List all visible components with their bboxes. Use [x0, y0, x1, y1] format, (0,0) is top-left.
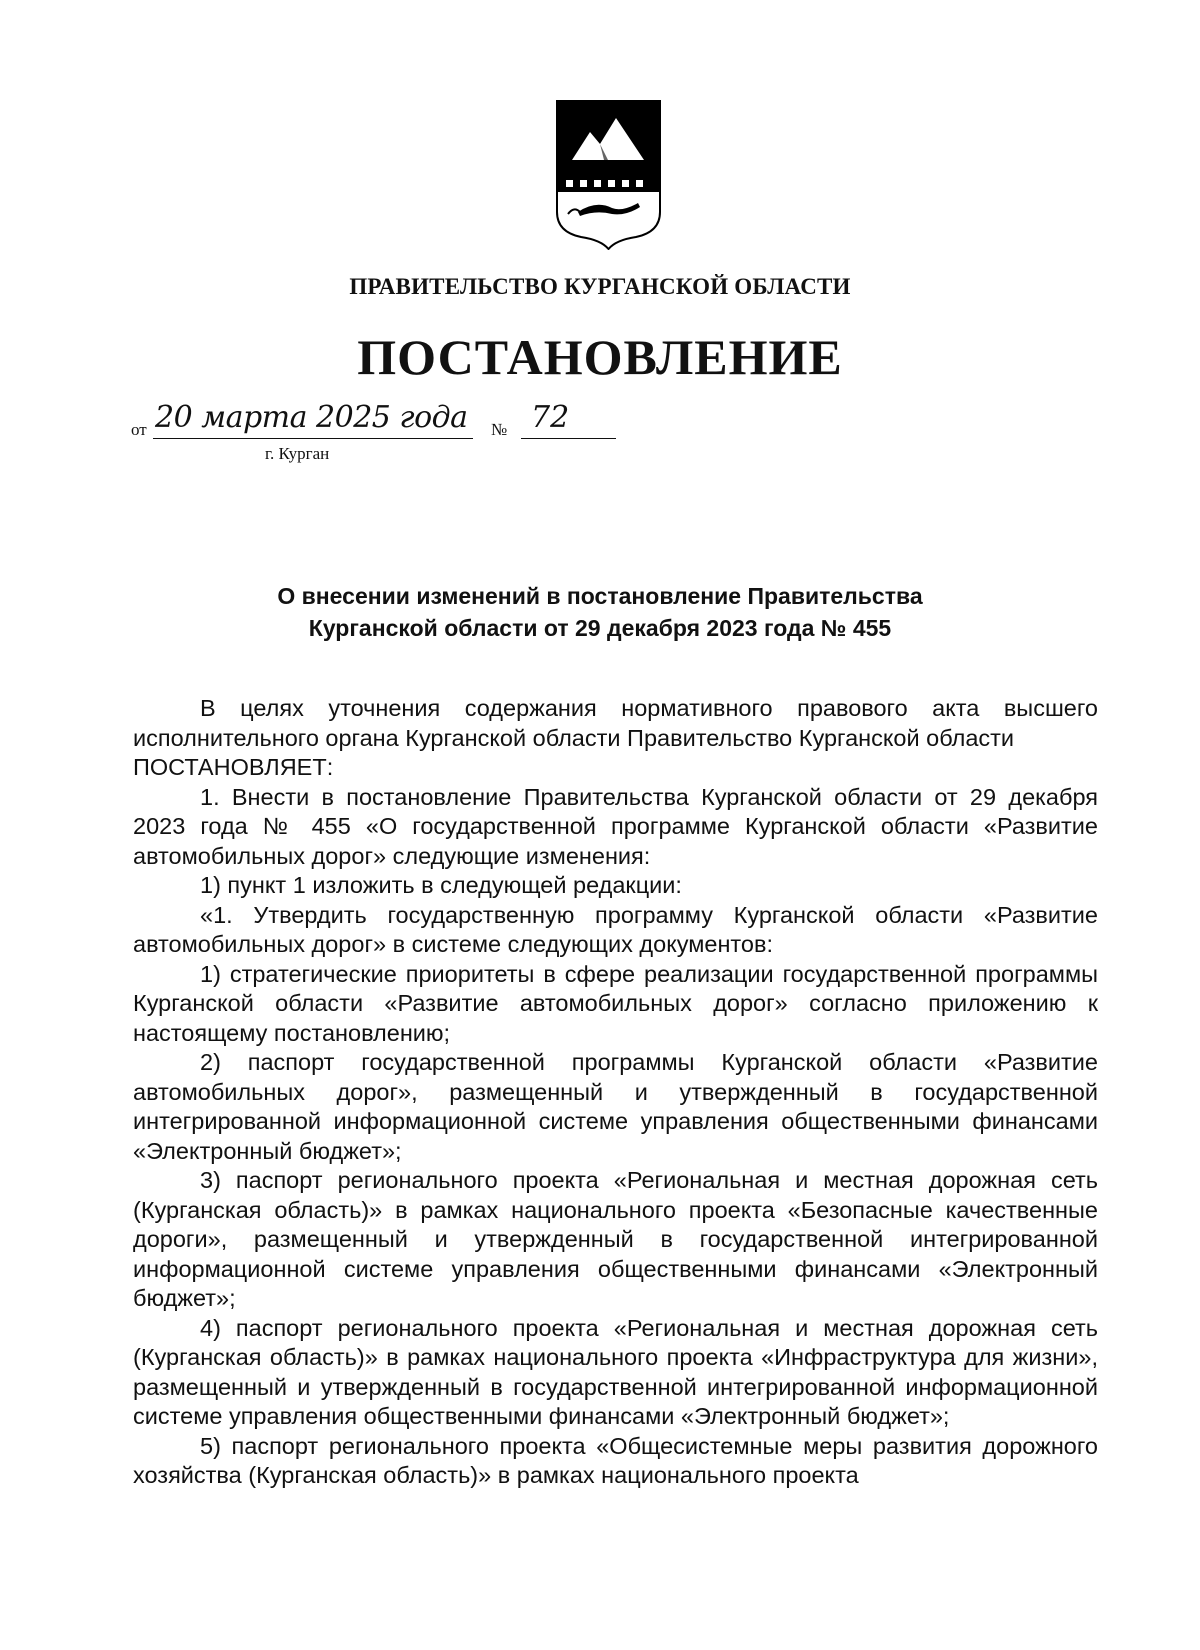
body-paragraph: 1) пункт 1 изложить в следующей редакции: [200, 872, 682, 898]
number-label: № [491, 420, 508, 439]
subject-line-2: Курганской области от 29 декабря 2023 года № 455 [308, 615, 892, 641]
handwritten-number: 72 [531, 400, 570, 435]
kurgan-oblast-coat-of-arms-icon [556, 100, 661, 250]
handwritten-date: 20 марта 2025 года [155, 400, 468, 435]
document-subject [160, 580, 1040, 644]
body-paragraph: 1. Внести в постановление Правительства Курганской области от 29 декабря 2023 года № 455 «О государственной программе Курганской области «Развитие автомобильных дорог» следующие изменения: [133, 783, 1098, 869]
subject-line-1: О внесении изменений в постановление Правительства [277, 583, 923, 609]
body-paragraph: 3) паспорт регионального проекта «Региональная и местная дорожная сеть (Курганская область)» в рамках национального проекта «Безопасные качественные дороги», размещенный и утвержденный в государственной интегрированной информационной системе управления общественными финансами «Электронный бюджет»; [133, 1167, 1098, 1311]
date-from-label: от [131, 420, 147, 439]
date-underline [153, 438, 473, 439]
body-paragraph: 4) паспорт регионального проекта «Региональная и местная дорожная сеть (Курганская область)» в рамках национального проекта «Инфраструктура для жизни», размещенный и утвержденный в государственной интегрированной информационной системе управления общественными финансами «Электронный бюджет»; [133, 1314, 1098, 1429]
document-body [133, 694, 1098, 1491]
body-paragraph: ПОСТАНОВЛЯЕТ: [133, 754, 334, 780]
body-paragraph: В целях уточнения содержания нормативного правового акта высшего исполнительного органа Курганской области Правительство Курганской области [133, 695, 1098, 751]
document-type-title: ПОСТАНОВЛЕНИЕ [357, 329, 843, 385]
government-name: ПРАВИТЕЛЬСТВО КУРГАНСКОЙ ОБЛАСТИ [349, 274, 851, 299]
city-label: г. Курган [265, 444, 330, 463]
body-paragraph: 1) стратегические приоритеты в сфере реализации государственной программы Курганской области «Развитие автомобильных дорог» согласно приложению к настоящему постановлению; [133, 960, 1098, 1046]
body-paragraph: «1. Утвердить государственную программу Курганской области «Развитие автомобильных дорог» в системе следующих документов: [133, 901, 1098, 957]
body-paragraph: 5) паспорт регионального проекта «Общесистемные меры развития дорожного хозяйства (Курганская область)» в рамках национального проекта [133, 1432, 1098, 1488]
date-line [131, 400, 651, 463]
body-paragraph: 2) паспорт государственной программы Курганской области «Развитие автомобильных дорог», размещенный и утвержденный в государственной интегрированной информационной системе управления общественными финансами «Электронный бюджет»; [133, 1049, 1098, 1164]
number-underline [521, 438, 616, 439]
